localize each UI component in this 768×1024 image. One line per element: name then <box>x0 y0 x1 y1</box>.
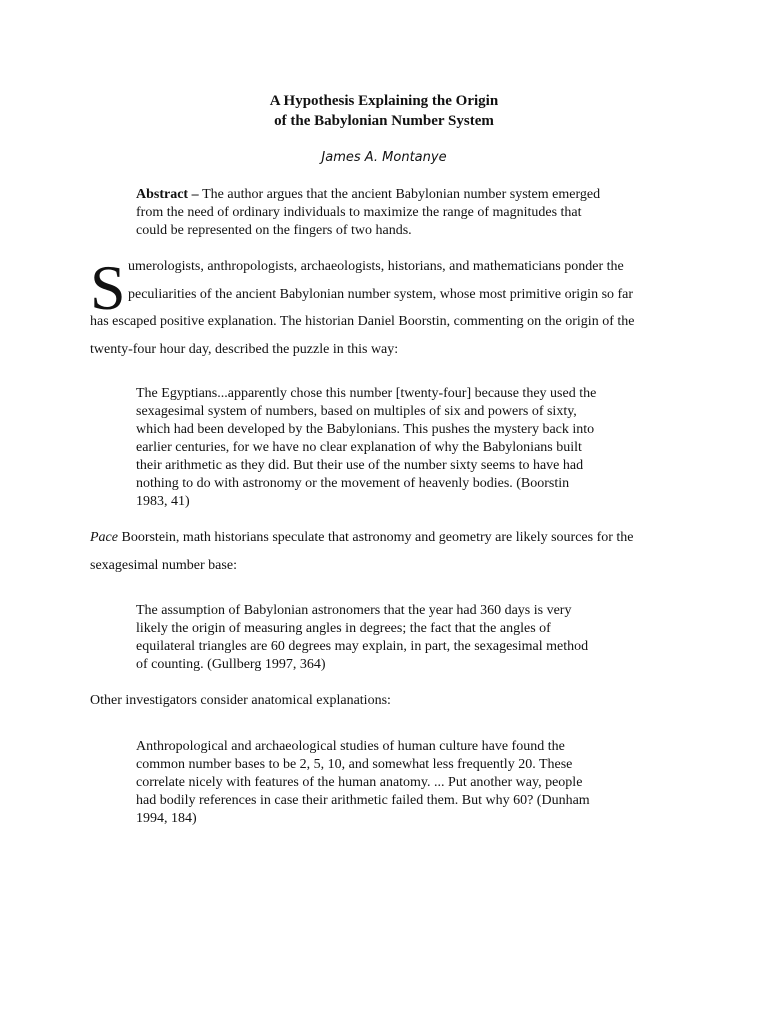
title-line-2: of the Babylonian Number System <box>274 113 494 129</box>
block-quote-dunham <box>136 738 626 828</box>
intro-line-1: umerologists, anthropologists, archaeologists, historians, and mathematicians ponder the <box>128 259 624 274</box>
quote-line: had bodily references in case their arithmetic failed them. But why 60? (Dunham <box>136 793 590 808</box>
quote-line: equilateral triangles are 60 degrees may explain, in part, the sexagesimal method <box>136 639 589 654</box>
block-quote-gullberg <box>136 602 626 674</box>
quote-line: 1983, 41) <box>136 494 190 509</box>
paragraph-2-line-2: sexagesimal number base: <box>90 558 237 573</box>
paragraph-3: Other investigators consider anatomical explanations: <box>90 693 391 708</box>
quote-line: of counting. (Gullberg 1997, 364) <box>136 657 326 672</box>
title-line-1: A Hypothesis Explaining the Origin <box>269 93 499 109</box>
quote-line: earlier centuries, for we have no clear explanation of why the Babylonians built <box>136 440 582 455</box>
quote-line: correlate nicely with features of the human anatomy. ... Put another way, people <box>136 775 583 790</box>
quote-line: their arithmetic as they did. But their use of the number sixty seems to have had <box>136 458 584 473</box>
quote-line: The assumption of Babylonian astronomers that the year had 360 days is very <box>136 603 572 618</box>
block-quote-boorstin <box>136 385 626 511</box>
quote-line: nothing to do with astronomy or the movement of heavenly bodies. (Boorstin <box>136 476 570 491</box>
quote-line: Anthropological and archaeological studies of human culture have found the <box>136 739 565 754</box>
quote-line: sexagesimal system of numbers, based on multiples of six and powers of sixty, <box>136 404 577 419</box>
quote-line: common number bases to be 2, 5, 10, and somewhat less frequently 20. These <box>136 757 573 772</box>
paragraph-2-text: Boorstein, math historians speculate that astronomy and geometry are likely sources for the <box>117 530 634 545</box>
quote-line: 1994, 184) <box>136 811 197 826</box>
author-name: James A. Montanye <box>321 150 447 165</box>
intro-line-2: peculiarities of the ancient Babylonian number system, whose most primitive origin so far <box>128 287 634 302</box>
intro-line-3: has escaped positive explanation. The historian Daniel Boorstin, commenting on the origin of the <box>90 314 635 329</box>
pace-word: Pace <box>90 530 118 545</box>
abstract-text: The author argues that the ancient Babylonian number system emerged from the need of ordinary individuals to maximize the range of magnitudes that could be represented on the fingers of two hands. <box>136 187 601 238</box>
quote-line: The Egyptians...apparently chose this number [twenty-four] because they used the <box>136 386 597 401</box>
quote-line: likely the origin of measuring angles in degrees; the fact that the angles of <box>136 621 551 636</box>
drop-cap: S <box>90 252 126 323</box>
paragraph-2-line-1 <box>90 530 634 546</box>
intro-line-4: twenty-four hour day, described the puzzle in this way: <box>90 342 399 357</box>
abstract <box>136 186 606 240</box>
quote-line: which had been developed by the Babylonians. This pushes the mystery back into <box>136 422 595 437</box>
abstract-label: Abstract – <box>136 187 203 202</box>
